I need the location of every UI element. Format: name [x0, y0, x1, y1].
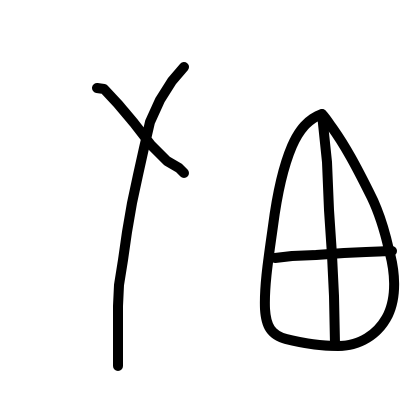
vertical-divider-stroke — [322, 114, 335, 344]
horizontal-divider-stroke — [275, 251, 392, 258]
divided-oval-glyph — [265, 114, 394, 346]
crossed-stem-glyph — [97, 67, 184, 366]
